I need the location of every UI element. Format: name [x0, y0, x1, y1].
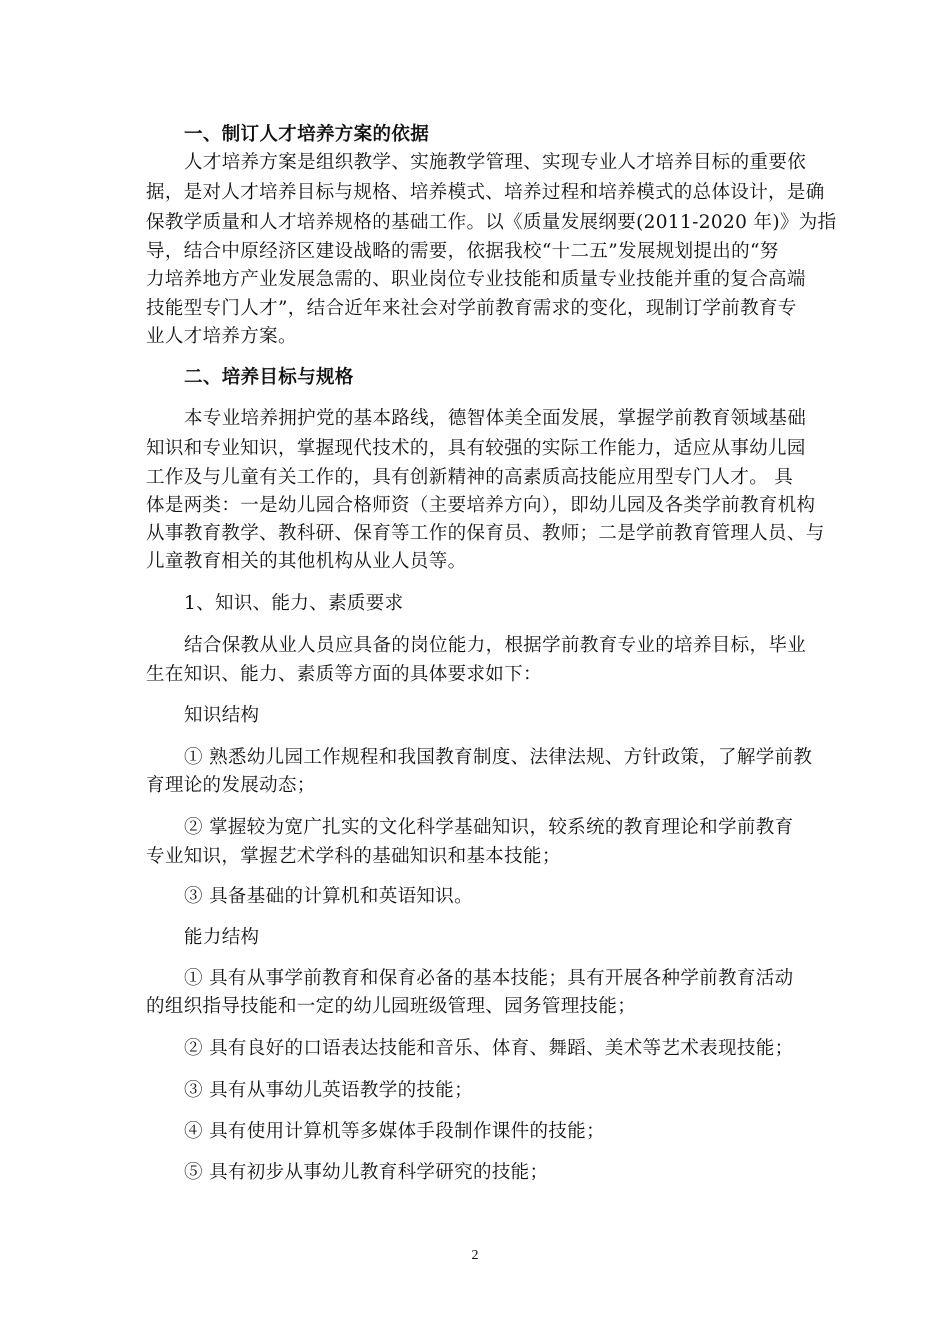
knowledge-item: ③ 具备基础的计算机和英语知识。 — [184, 886, 473, 907]
text-line: ① 熟悉幼儿园工作规程和我国教育制度、法律法规、方针政策，了解学前教 — [184, 747, 813, 768]
page-number: 2 — [471, 1248, 479, 1263]
text-line: 技能型专门人才”，结合近年来社会对学前教育需求的变化，现制订学前教育专 — [146, 298, 797, 319]
text-line: 业人才培养方案。 — [146, 326, 297, 347]
text-line: 保教学质量和人才培养规格的基础工作。以《质量发展纲要(2011-2020 年)》为指 — [146, 212, 837, 233]
text-line: 体是两类：一是幼儿园合格师资（主要培养方向），即幼儿园及各类学前教育机构 — [146, 495, 816, 516]
section-heading-basis: 一、制订人才培养方案的依据 — [184, 124, 430, 145]
text-line: 人才培养方案是组织教学、实施教学管理、实现专业人才培养目标的重要依 — [184, 152, 807, 173]
text-line: ① 具有从事学前教育和保育必备的基本技能；具有开展各种学前教育活动 — [184, 968, 794, 989]
text-line: 从事教育教学、教科研、保育等工作的保育员、教师；二是学前教育管理人员、与 — [146, 523, 825, 544]
text-line: 育理论的发展动态； — [146, 775, 316, 796]
ability-item: ③ 具有从事幼儿英语教学的技能； — [184, 1080, 473, 1101]
text-line: 专业知识，掌握艺术学科的基础知识和基本技能； — [146, 846, 561, 867]
text-line: 本专业培养拥护党的基本路线，德智体美全面发展，掌握学前教育领域基础 — [184, 408, 807, 429]
text-line: 工作及与儿童有关工作的，具有创新精神的高素质高技能应用型专门人才。 具 — [146, 467, 794, 488]
text-line: ② 掌握较为宽广扎实的文化科学基础知识，较系统的教育理论和学前教育 — [184, 817, 794, 838]
knowledge-structure-title: 知识结构 — [184, 705, 260, 726]
text-line: 结合保教从业人员应具备的岗位能力，根据学前教育专业的培养目标，毕业 — [184, 635, 807, 656]
text-line: 知识和专业知识，掌握现代技术的，具有较强的实际工作能力，适应从事幼儿园 — [146, 438, 806, 459]
subsection-title: 1、知识、能力、素质要求 — [184, 593, 404, 614]
text-line: 的组织指导技能和一定的幼儿园班级管理、园务管理技能； — [146, 996, 637, 1017]
text-line: 导，结合中原经济区建设战略的需要，依据我校“十二五”发展规划提出的“努 — [146, 241, 779, 262]
section-heading-goals: 二、培养目标与规格 — [184, 367, 354, 388]
ability-structure-title: 能力结构 — [184, 927, 260, 948]
text-line: 儿童教育相关的其他机构从业人员等。 — [146, 551, 467, 572]
text-line: 生在知识、能力、素质等方面的具体要求如下： — [146, 664, 542, 685]
ability-item: ④ 具有使用计算机等多媒体手段制作课件的技能； — [184, 1121, 605, 1142]
text-line: 力培养地方产业发展急需的、职业岗位专业技能和质量专业技能并重的复合高端 — [146, 269, 806, 290]
ability-item: ② 具有良好的口语表达技能和音乐、体育、舞蹈、美术等艺术表现技能； — [184, 1038, 794, 1059]
text-line: 据，是对人才培养目标与规格、培养模式、培养过程和培养模式的总体设计，是确 — [146, 182, 825, 203]
ability-item: ⑤ 具有初步从事幼儿教育科学研究的技能； — [184, 1162, 549, 1183]
